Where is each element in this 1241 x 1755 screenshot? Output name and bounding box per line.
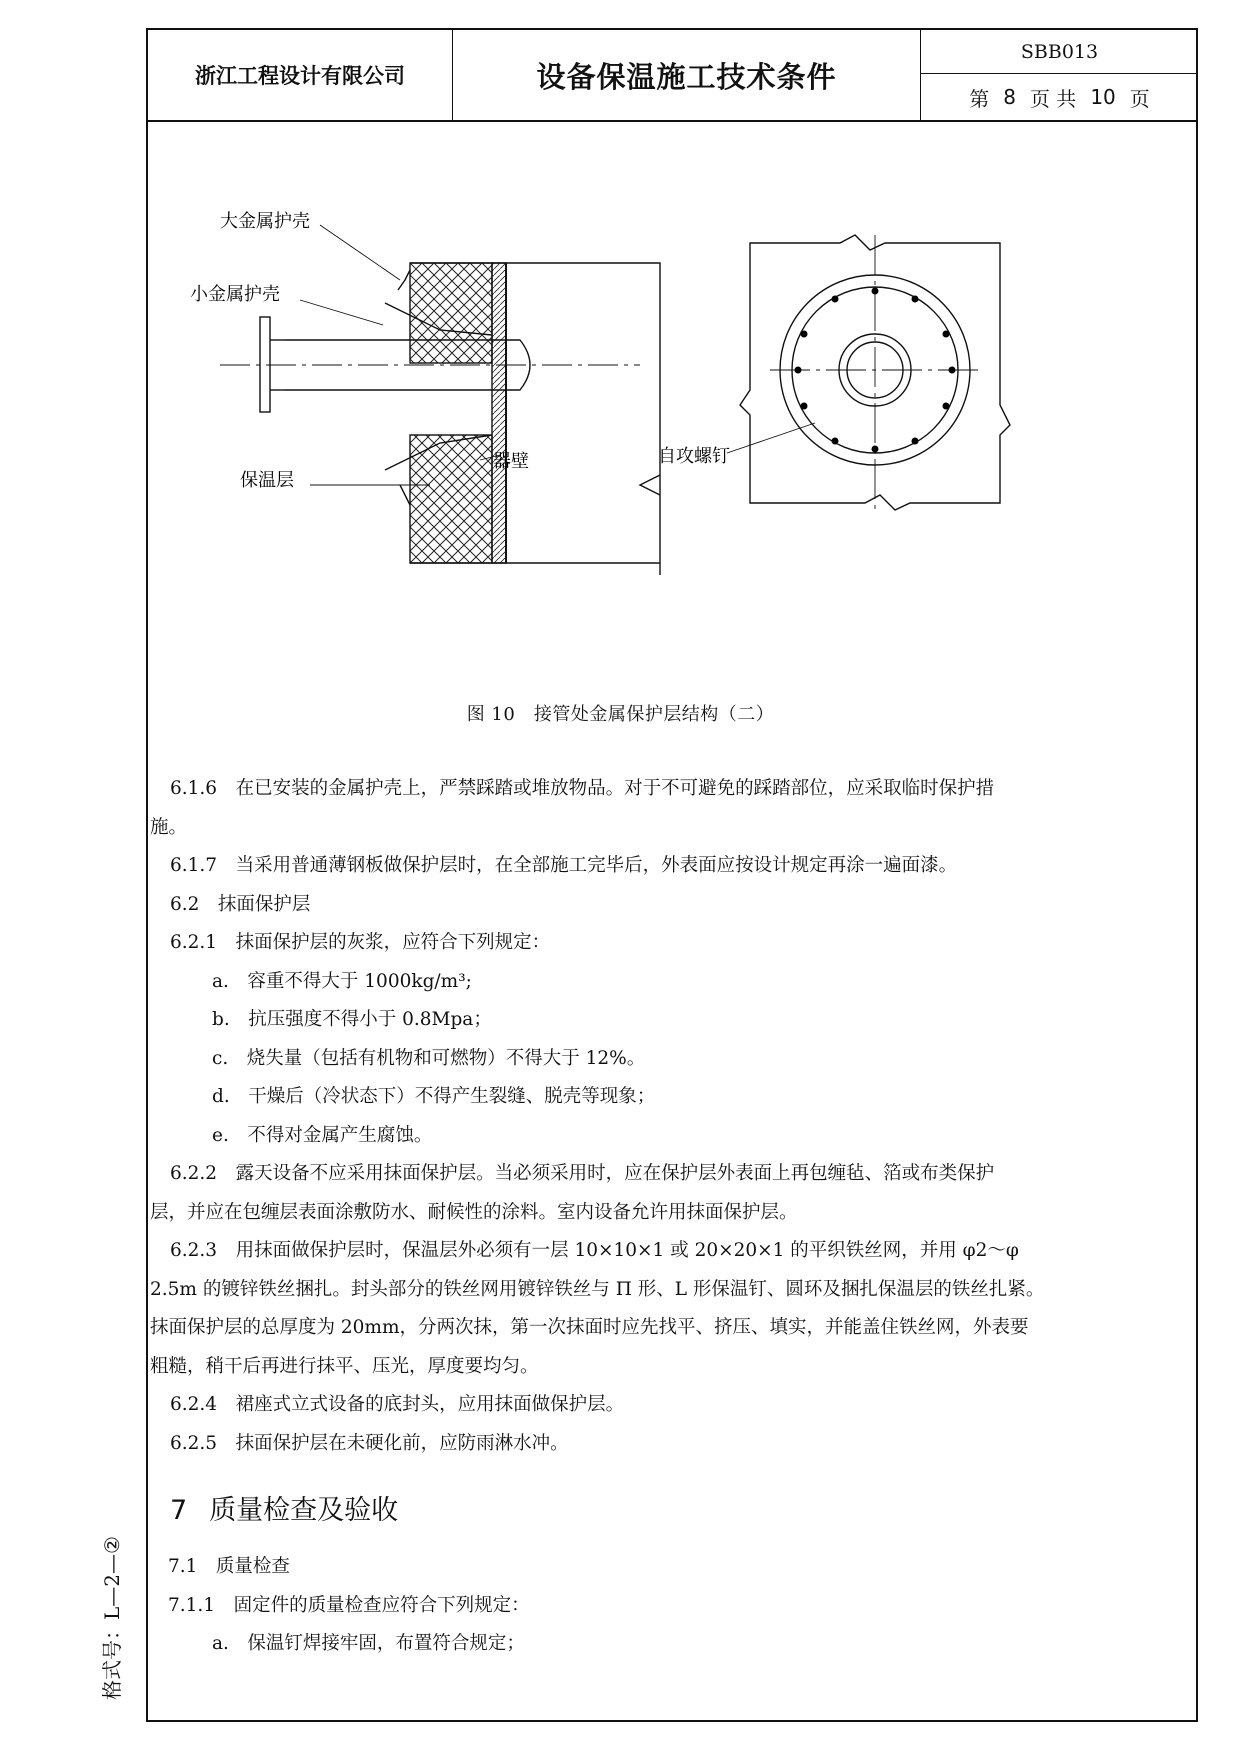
- document-code: SBB013: [921, 30, 1198, 74]
- clause-6-2-3: 6.2.3 用抹面做保护层时，保温层外必须有一层 10×10×1 或 20×20×1 的平织铁丝网，并用 φ2～φ: [170, 1240, 1019, 1261]
- form-code: 格式号：L—2—②: [100, 1536, 124, 1700]
- figure-10-drawing: [80, 185, 1130, 575]
- clause-6-2-2: 6.2.2 露天设备不应采用抹面保护层。当必须采用时，应在保护层外表面上再包缠毡、箔或布类保护: [170, 1163, 995, 1184]
- page-suffix: 页: [1129, 86, 1150, 111]
- label-vessel-wall: 器壁: [493, 451, 529, 472]
- plan-view: [727, 235, 1010, 515]
- page-total: 10: [1090, 85, 1116, 109]
- page-prefix: 第: [969, 86, 990, 111]
- section-7-heading: [170, 1488, 420, 1527]
- clause-6-2-1: 6.2.1 抹面保护层的灰浆，应符合下列规定：: [170, 932, 551, 953]
- clause-6-2: 6.2 抹面保护层: [170, 893, 311, 915]
- section-number: 7: [170, 1495, 188, 1526]
- company-name: 浙江工程设计有限公司: [148, 30, 453, 120]
- clause-6-2-3-cont-3: 粗糙，稍干后再进行抹平、压光，厚度要均匀。: [150, 1355, 539, 1377]
- label-self-tapping-screw: 自攻螺钉: [658, 446, 730, 467]
- document-title: 设备保温施工技术条件: [453, 30, 921, 120]
- clause-7-1-1: 7.1.1 固定件的质量检查应符合下列规定：: [168, 1594, 530, 1616]
- list-item: c. 烧失量（包括有机物和可燃物）不得大于 12%。: [212, 1047, 646, 1069]
- label-large-shell: 大金属护壳: [220, 211, 310, 232]
- list-item: e. 不得对金属产生腐蚀。: [212, 1124, 433, 1146]
- list-item: d. 干燥后（冷状态下）不得产生裂缝、脱壳等现象；: [212, 1086, 656, 1107]
- title-block: [148, 30, 1196, 122]
- page-indicator: [921, 74, 1198, 120]
- figure-caption: 图 10 接管处金属保护层结构（二）: [466, 704, 775, 725]
- clause-6-2-3-cont-2: 抹面保护层的总厚度为 20mm，分两次抹，第一次抹面时应先找平、挤压、填实，并能盖住铁丝网，外表要: [150, 1317, 1029, 1338]
- list-item: a. 容重不得大于 1000kg/m³;: [212, 970, 472, 992]
- list-item: a. 保温钉焊接牢固，布置符合规定；: [212, 1633, 525, 1654]
- section-view: [220, 225, 660, 575]
- clause-6-1-6: 6.1.6 在已安装的金属护壳上，严禁踩踏或堆放物品。对于不可避免的踩踏部位，应采取临时保护措: [170, 778, 995, 799]
- clause-6-2-4: 6.2.4 裙座式立式设备的底封头，应用抹面做保护层。: [170, 1394, 625, 1415]
- clause-7-1: 7.1 质量检查: [168, 1556, 290, 1577]
- clause-6-2-3-cont-1: 2.5m 的镀锌铁丝捆扎。封头部分的铁丝网用镀锌铁丝与 Π 形、L 形保温钉、圆环及捆扎保温层的铁丝扎紧。: [150, 1278, 1045, 1300]
- section-7-body: [150, 1548, 1150, 1664]
- clause-6-1-6-cont: 施。: [150, 816, 188, 838]
- list-item: b. 抗压强度不得小于 0.8Mpa；: [212, 1009, 492, 1030]
- body-text: [150, 770, 1150, 1463]
- section-title-text: 质量检查及验收: [209, 1495, 399, 1526]
- page-number: 8: [1003, 85, 1016, 109]
- label-insulation: 保温层: [240, 470, 294, 491]
- page-mid: 页 共: [1029, 86, 1077, 111]
- label-small-shell: 小金属护壳: [190, 284, 280, 305]
- clause-6-2-2-cont: 层，并应在包缠层表面涂敷防水、耐候性的涂料。室内设备允许用抹面保护层。: [150, 1201, 798, 1223]
- clause-6-1-7: 6.1.7 当采用普通薄钢板做保护层时，在全部施工完毕后，外表面应按设计规定再涂一遍面漆。: [170, 855, 958, 876]
- clause-6-2-5: 6.2.5 抹面保护层在未硬化前，应防雨淋水冲。: [170, 1432, 569, 1454]
